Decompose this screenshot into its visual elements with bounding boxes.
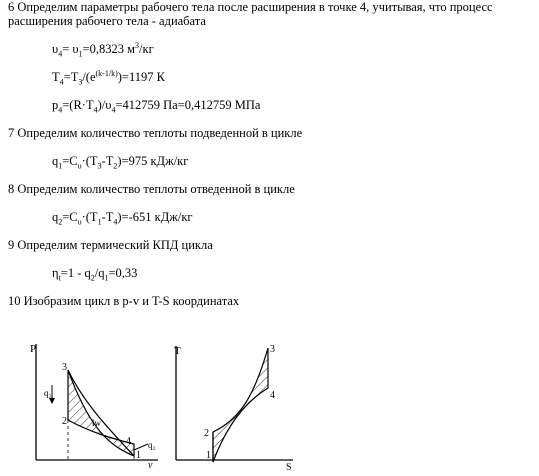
ts-point-3: 3: [270, 344, 275, 355]
ts-point-1: 1: [206, 450, 211, 461]
pv-cycle: [68, 370, 134, 456]
ts-axis-s-label: S: [286, 462, 292, 470]
pv-point-3: 3: [62, 362, 67, 373]
pv-axis-p-label: P: [30, 343, 37, 355]
formula-q1: $q_1=C_\upsilon\cdot(T_3-T_2)=975$ кДж/кг: [52, 154, 189, 171]
formula-q2: $q_2=C_\upsilon\cdot(T_1-T_4)=-651$ кДж/кг: [52, 210, 193, 227]
ts-point-2: 2: [204, 428, 209, 439]
ts-diagram: [168, 340, 298, 470]
formula-eta: $\eta_t=1 - q_2/q_1=0,33$: [52, 266, 138, 283]
formula-p4: $p_4=(R\cdot T_4)/\upsilon_4=412759$ Па=0,412759 МПа: [52, 98, 261, 115]
step6-line2: расширения рабочего тела - адиабата: [8, 14, 206, 28]
pv-point-4: 4: [126, 436, 131, 447]
pv-point-2: 2: [62, 416, 67, 427]
pv-point-1: 1: [136, 450, 141, 461]
pv-axis-v-label: v: [148, 460, 153, 470]
step10-title: 10 Изобразим цикл в p-v и T-S координатах: [8, 294, 240, 308]
step6-line1: 6 Определим параметры рабочего тела после расширения в точке 4, учитывая, что процесс: [8, 0, 493, 14]
step7-title: 7 Определим количество теплоты подведенной в цикле: [8, 126, 303, 140]
ts-point-4: 4: [270, 390, 275, 401]
pv-lw-label: lw: [92, 418, 101, 428]
pv-q1-label: q₁: [44, 388, 52, 398]
formula-v4: $\upsilon_4= \upsilon_1=0,8323$ $м^3/кг$: [52, 40, 154, 59]
ts-cycle: [213, 348, 268, 462]
ts-axis-t-label: T: [174, 345, 181, 357]
pv-q2-label: q₂: [148, 440, 156, 450]
step9-title: 9 Определим термический КПД цикла: [8, 238, 213, 252]
step8-title: 8 Определим количество теплоты отведенной в цикле: [8, 182, 295, 196]
formula-T4: $T_4=T_3/(e^{(k-1/k)})=1197$ К: [52, 68, 165, 87]
pv-diagram: [30, 340, 165, 470]
